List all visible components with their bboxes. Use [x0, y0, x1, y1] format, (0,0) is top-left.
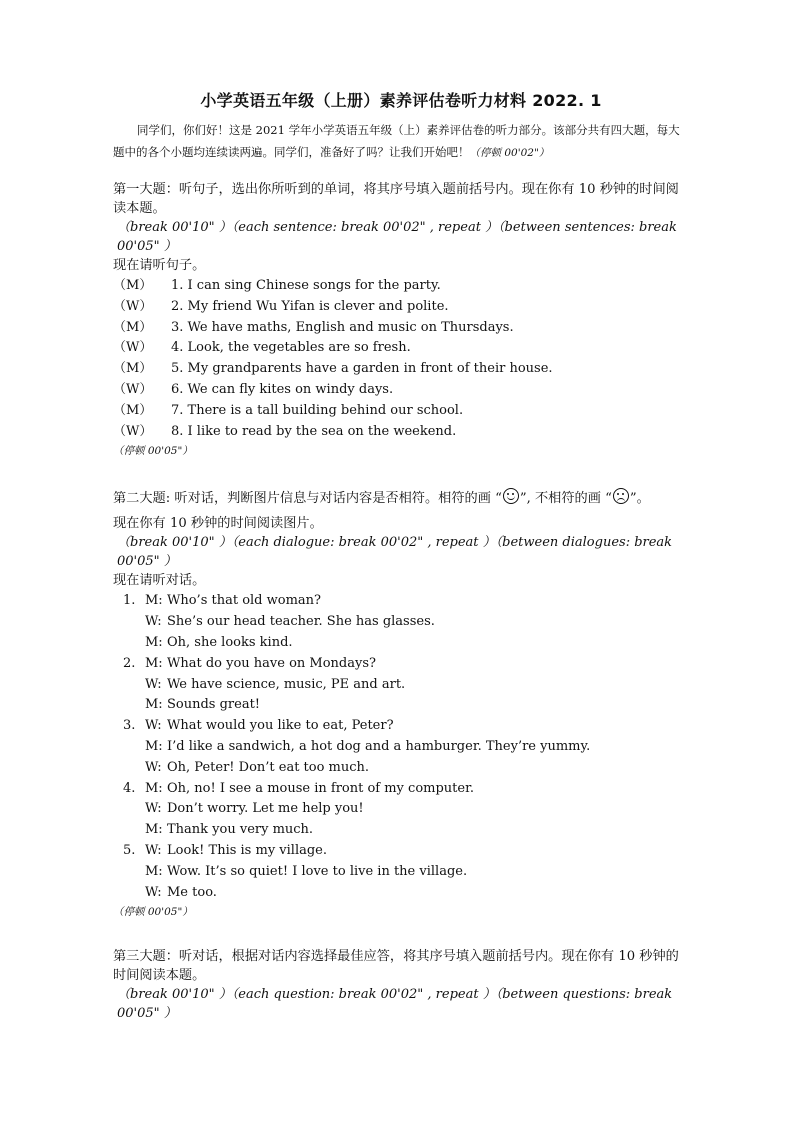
- speaker-label: W:: [145, 614, 162, 630]
- sentence-row: [113, 297, 689, 318]
- dialogue-text: We have science, music, PE and art.: [167, 676, 406, 692]
- intro-paragraph: [113, 119, 689, 164]
- speaker-label: W:: [145, 884, 162, 900]
- speaker-label: M:: [145, 593, 163, 609]
- section-2-instruction: （break 00'10" ）（each dialogue: break 00'02" , repeat ）（between dialogues: break 00'05" ）: [117, 535, 673, 570]
- speaker-label: （W）: [113, 381, 153, 397]
- sentence-text: 6. We can fly kites on windy days.: [171, 381, 394, 397]
- dialogue-text: What do you have on Mondays?: [167, 655, 376, 671]
- intro-text: 同学们，你们好！这是 2021 学年小学英语五年级（上）素养评估卷的听力部分。该部分共有四大题，每大题中的各个小题均连续读两遍。同学们，准备好了吗？让我们开始吧！: [113, 123, 680, 159]
- speaker-label: W:: [145, 676, 162, 692]
- speaker-label: M:: [145, 822, 163, 838]
- dialogue-line: [119, 633, 689, 654]
- speaker-label: W:: [145, 842, 162, 858]
- document-page: [113, 88, 689, 1023]
- dialogue-text: Look! This is my village.: [167, 842, 328, 858]
- sentence-row: [113, 422, 689, 443]
- sentence-text: 7. There is a tall building behind our school.: [171, 402, 464, 418]
- section-1-pause: （停顿 00'05"）: [113, 445, 193, 458]
- dialogue-line: [119, 675, 689, 696]
- section-1-instruction: （break 00'10" ）（each sentence: break 00'02" , repeat ）（between sentences: break 00'05" ）: [117, 220, 677, 254]
- dialogue-line: [119, 779, 689, 800]
- dialogue-line: [119, 883, 689, 904]
- sentence-text: 8. I like to read by the sea on the weekend.: [171, 423, 457, 439]
- speaker-label: M:: [145, 738, 163, 754]
- dialogue-text: Wow. It’s so quiet! I love to live in the village.: [167, 863, 468, 879]
- dialogue-line: [119, 799, 689, 820]
- dialogue-text: She’s our head teacher. She has glasses.: [167, 614, 435, 630]
- speaker-label: （M）: [113, 361, 153, 377]
- section-2: [113, 488, 689, 921]
- sentence-text: 5. My grandparents have a garden in front of their house.: [171, 361, 553, 377]
- dialogue-line: [119, 654, 689, 675]
- sentence-text: 3. We have maths, English and music on Thursdays.: [171, 319, 514, 335]
- sentence-row: [113, 276, 689, 297]
- section-3-instruction: （break 00'10" ）（each question: break 00'02" , repeat ）（between questions: break 00'05" ）: [117, 987, 673, 1022]
- section-2-pause: （停顿 00'05"）: [113, 906, 193, 919]
- dialogue-line: [119, 737, 689, 758]
- dialogue-number: 3.: [123, 718, 136, 734]
- section-2-heading-part2: ”, 不相符的画 “: [519, 491, 612, 507]
- speaker-label: （M）: [113, 402, 153, 418]
- sentence-row: [113, 318, 689, 339]
- section-2-heading-line2: 现在你有 10 秒钟的时间阅读图片。: [113, 516, 323, 532]
- dialogue-text: Oh, no! I see a mouse in front of my computer.: [167, 780, 474, 796]
- page-title: 小学英语五年级（上册）素养评估卷听力材料 2022. 1: [200, 91, 602, 110]
- section-1-listen-prompt: 现在请听句子。: [113, 258, 206, 273]
- dialogue-number: 2.: [123, 655, 136, 671]
- section-1-heading: 第一大题：听句子，选出你所听到的单词，将其序号填入题前括号内。现在你有 10 秒钟的时间阅读本题。: [113, 182, 679, 216]
- section-3: [113, 947, 689, 1023]
- speaker-label: M:: [145, 697, 163, 713]
- speaker-label: W:: [145, 759, 162, 775]
- speaker-label: M:: [145, 863, 163, 879]
- sentence-text: 2. My friend Wu Yifan is clever and polite.: [171, 298, 449, 314]
- section-2-listen-prompt: 现在请听对话。: [113, 573, 206, 589]
- dialogue-number: 4.: [123, 780, 136, 796]
- dialogue-line: [119, 862, 689, 883]
- smiley-face-icon: [503, 488, 519, 504]
- dialogue-item: [119, 779, 689, 841]
- speaker-label: M:: [145, 780, 163, 796]
- sentence-row: [113, 359, 689, 380]
- dialogue-item: [119, 591, 689, 653]
- speaker-label: W:: [145, 801, 162, 817]
- dialogue-text: Oh, Peter! Don’t eat too much.: [167, 759, 370, 775]
- section-1: [113, 180, 689, 460]
- dialogue-number: 1.: [123, 593, 136, 609]
- intro-pause: （停顿 00'02"）: [469, 147, 550, 159]
- dialogue-text: Sounds great!: [167, 697, 261, 713]
- sentence-text: 1. I can sing Chinese songs for the party.: [171, 278, 441, 293]
- dialogue-text: Who’s that old woman?: [167, 593, 322, 609]
- dialogue-text: I’d like a sandwich, a hot dog and a hamburger. They’re yummy.: [167, 738, 591, 754]
- dialogue-text: Oh, she looks kind.: [167, 634, 293, 650]
- dialogue-text: Thank you very much.: [167, 822, 314, 838]
- dialogue-list: [119, 591, 689, 903]
- sentence-row: [113, 380, 689, 401]
- dialogue-item: [119, 654, 689, 716]
- sentence-row: [113, 401, 689, 422]
- dialogue-item: [119, 716, 689, 778]
- dialogue-line: [119, 820, 689, 841]
- speaker-label: M:: [145, 634, 163, 650]
- dialogue-line: [119, 612, 689, 633]
- dialogue-line: [119, 591, 689, 612]
- dialogue-text: Don’t worry. Let me help you!: [167, 801, 364, 817]
- dialogue-line: [119, 758, 689, 779]
- dialogue-text: What would you like to eat, Peter?: [167, 718, 394, 734]
- section-2-heading-part3: ”。: [629, 491, 650, 507]
- dialogue-item: [119, 841, 689, 903]
- frowning-face-icon: [613, 488, 629, 504]
- dialogue-line: [119, 716, 689, 737]
- speaker-label: （W）: [113, 298, 153, 314]
- dialogue-line: [119, 695, 689, 716]
- dialogue-line: [119, 841, 689, 862]
- section-2-heading: [113, 488, 689, 508]
- speaker-label: （W）: [113, 340, 153, 356]
- section-3-heading: 第三大题：听对话，根据对话内容选择最佳应答，将其序号填入题前括号内。现在你有 10 秒钟的时间阅读本题。: [113, 949, 679, 984]
- speaker-label: （W）: [113, 423, 153, 439]
- sentence-text: 4. Look, the vegetables are so fresh.: [171, 340, 411, 356]
- speaker-label: （M）: [113, 278, 153, 293]
- dialogue-number: 5.: [123, 842, 136, 858]
- speaker-label: M:: [145, 655, 163, 671]
- speaker-label: （M）: [113, 319, 153, 335]
- speaker-label: W:: [145, 718, 162, 734]
- sentence-row: [113, 338, 689, 359]
- dialogue-text: Me too.: [167, 884, 217, 900]
- section-2-heading-part1: 第二大题: 听对话，判断图片信息与对话内容是否相符。相符的画 “: [113, 491, 502, 507]
- sentence-list: [113, 276, 689, 442]
